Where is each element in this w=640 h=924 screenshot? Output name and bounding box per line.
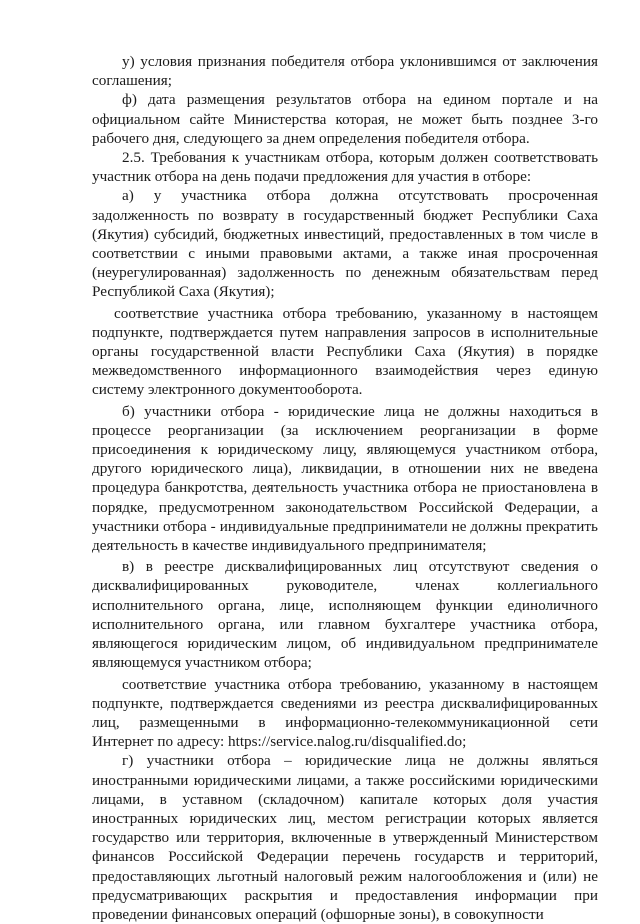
paragraph-g: г) участники отбора – юридические лица не должны являться иностранными юридическими лицами, а также российскими юридическими лицами, в уставном (складочном) капитале которых доля участия иностранных юридических лиц, местом регистрации которых является государство или территория, включенные в утвержденный Министерством финансов Российской Федерации перечень государств и территорий, предоставляющих льготный налоговый режим налогообложения и (или) не предусматривающих раскрытия и предоставления информации при проведении финансовых операций (офшорные зоны), в совокупности [92,752,598,923]
document-page [92,52,598,924]
paragraph-v: в) в реестре дисквалифицированных лиц отсутствуют сведения о дисквалифицированных руководителе, членах коллегиального исполнительного органа, лице, исполняющем функции единоличного исполнительного органа, или главном бухгалтере участника отбора, являющегося юридическим лицом, об индивидуальном предпринимателе являющемуся участником отбора; [92,558,598,672]
paragraph-f: ф) дата размещения результатов отбора на едином портале и на официальном сайте Министерства которая, не может быть позднее 3-го рабочего дня, следующего за днем определения победителя отбора. [92,91,598,147]
paragraph-2-5: 2.5. Требования к участникам отбора, которым должен соответствовать участник отбора на день подачи предложения для участия в отборе: [92,149,598,186]
paragraph-b: б) участники отбора - юридические лица не должны находиться в процессе реорганизации (за исключением реорганизации в форме присоединения к юридическому лицу, являющемуся участником отбора, другого юридического лица), ликвидации, в отношении них не введена процедура банкротства, деятельность участника отбора не приостановлена в порядке, предусмотренном законодательством Российской Федерации, а участники отбора - индивидуальные предприниматели не должны прекратить деятельность в качестве индивидуального предпринимателя; [92,402,598,555]
paragraph-u: у) условия признания победителя отбора уклонившимся от заключения соглашения; [92,53,598,90]
paragraph-v-compliance: соответствие участника отбора требованию, указанному в настоящем подпункте, подтверждается сведениями из реестра дисквалифицированных лиц, размещенными в информационно-телекоммуникационной сети Интернет по адресу: https://service.nalog.ru/disqualified.do; [92,675,598,751]
paragraph-a: а) у участника отбора должна отсутствовать просроченная задолженность по возврату в государственный бюджет Республики Саха (Якутия) субсидий, бюджетных инвестиций, предоставленных в том числе в соответствии с иными правовыми актами, а также иная просроченная (неурегулированная) задолженность по денежным обязательствам перед Республикой Саха (Якутия); [92,187,598,301]
paragraph-a-compliance: соответствие участника отбора требованию, указанному в настоящем подпункте, подтверждается путем направления запросов в исполнительные органы государственной власти Республики Саха (Якутия) в порядке межведомственного информационного взаимодействия через единую систему электронного документооборота. [92,304,598,399]
